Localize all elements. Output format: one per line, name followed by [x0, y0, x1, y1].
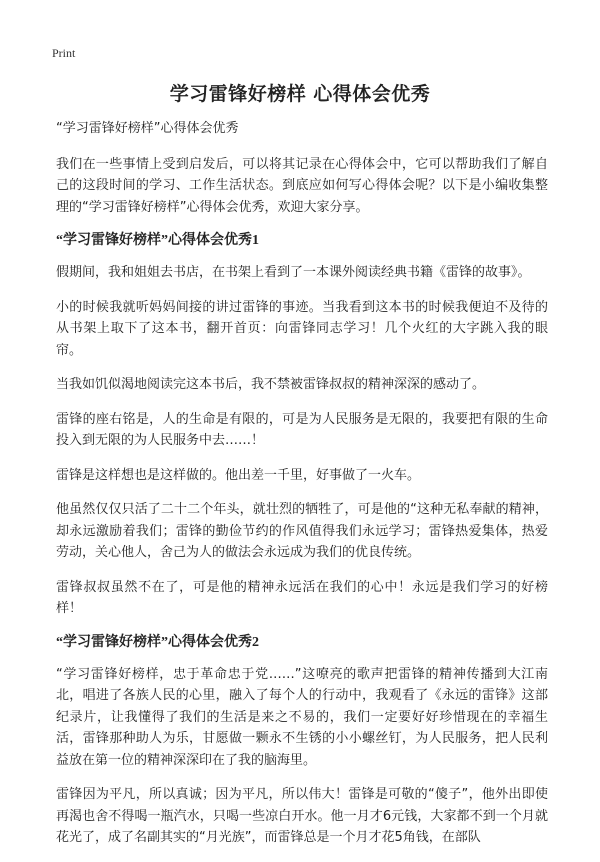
- intro-paragraph: 我们在一些事情上受到启发后，可以将其记录在心得体会中，它可以帮助我们了解自己的这段时间的学习、工作生活状态。到底应如何写心得体会呢？以下是小编收集整理的“学习雷锋好榜样”心得体会优秀，欢迎大家分享。: [56, 156, 548, 215]
- paragraph: 雷锋的座右铭是，人的生命是有限的，可是为人民服务是无限的，我要把有限的生命投入到无限的为人民服务中去……！: [56, 411, 548, 448]
- paragraph: 雷锋是这样想也是这样做的。他出差一千里，好事做了一火车。: [56, 467, 421, 483]
- section-heading-1: “学习雷锋好榜样”心得体会优秀1: [56, 233, 259, 248]
- paragraph: 他虽然仅仅只活了二十二个年头，就壮烈的牺牲了，可是他的“这种无私奉献的精神，却永远激励着我们；雷锋的勤俭节约的作风值得我们永远学习；雷锋热爱集体，热爱劳动，关心他人，舍己为人的做法会永远成为我们的优良传统。: [56, 502, 548, 560]
- paragraph: “学习雷锋好榜样，忠于革命忠于党……”这嘹亮的歌声把雷锋的精神传播到大江南北，唱进了各族人民的心里，融入了每个人的行动中，我观看了《永远的雷锋》这部纪录片，让我懂得了我们的生活是来之不易的，我们一定要好好珍惜现在的幸福生活，雷锋那种助人为乐，甘愿做一颗永不生锈的小小螺丝钉，为人民服务，把人民利益放在第一位的精神深深印在了我的脑海里。: [56, 666, 548, 768]
- paragraph: 雷锋因为平凡，所以真诚；因为平凡，所以伟大！雷锋是可敬的“傻子”，他外出即使再渴也舍不得喝一瓶汽水，只喝一些凉白开水。他一月才6元钱，大家都不到一个月就花光了，成了名副其实的“月光族”，而雷锋总是一个月才花5角钱，在部队: [56, 787, 548, 845]
- paragraph: 小的时候我就听妈妈间接的讲过雷锋的事迹。当我看到这本书的时候我便迫不及待的从书架上取下了这本书，翻开首页：向雷锋同志学习！几个火红的大字跳入我的眼帘。: [56, 299, 548, 358]
- print-link[interactable]: Print: [52, 46, 76, 60]
- article-subtitle: “学习雷锋好榜样”心得体会优秀: [56, 121, 239, 136]
- paragraph: 雷锋叔叔虽然不在了，可是他的精神永远活在我们的心中！永远是我们学习的好榜样！: [56, 579, 548, 616]
- page-title: 学习雷锋好榜样 心得体会优秀: [169, 83, 431, 105]
- paragraph: 假期间，我和姐姐去书店，在书架上看到了一本课外阅读经典书籍《雷锋的故事》。: [56, 265, 531, 280]
- section-heading-2: “学习雷锋好榜样”心得体会优秀2: [56, 634, 259, 650]
- article-body: [56, 118, 548, 862]
- paragraph: 当我如饥似渴地阅读完这本书后，我不禁被雷锋叔叔的精神深深的感动了。: [56, 377, 486, 392]
